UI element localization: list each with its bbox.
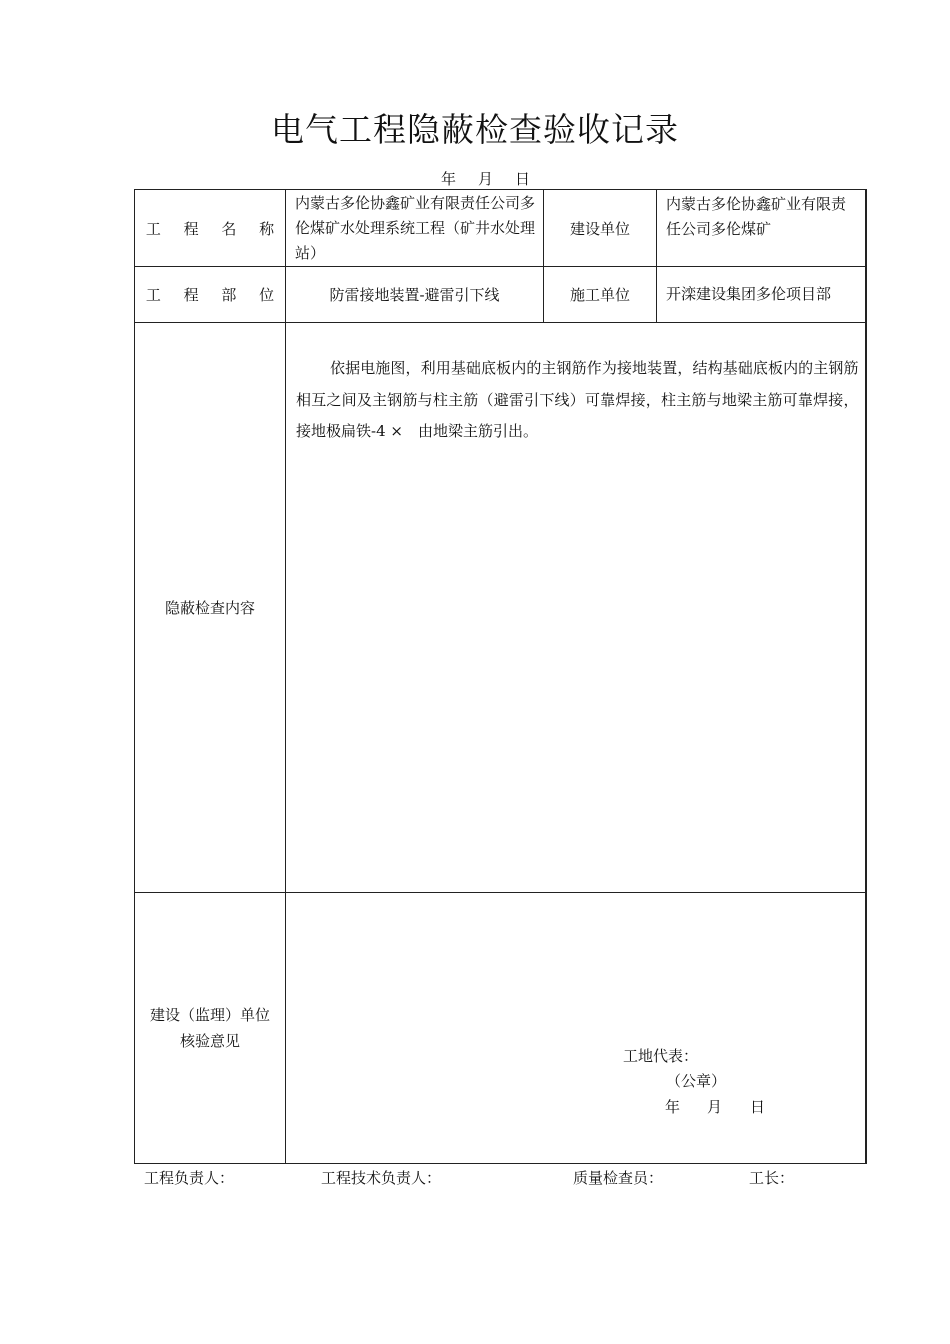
row-hidden-inspection: [135, 323, 866, 893]
sign-date-day: 日: [750, 1098, 766, 1116]
site-representative: 工地代表：: [623, 1047, 699, 1065]
footer-tech-leader: 工程技术负责人：: [321, 1169, 442, 1187]
hidden-inspection-content: 依据电施图，利用基础底板内的主钢筋作为接地装置，结构基础底板内的主钢筋相互之间及主钢筋与柱主筋（避雷引下线）可靠焊接，柱主筋与地梁主筋可靠焊接，接地极扁铁-4 × 由地梁主筋引出。: [296, 359, 859, 440]
footer-foreman: 工长：: [749, 1169, 795, 1187]
project-name-label: 工 程 名 称: [145, 219, 284, 238]
date-year: 年: [441, 170, 457, 188]
project-name-value-cell: [286, 190, 544, 267]
footer-project-leader: 工程负责人：: [144, 1169, 235, 1187]
project-part-value: 防雷接地装置-避雷引下线: [329, 286, 500, 304]
construction-unit-value: 开滦建设集团多伦项目部: [666, 285, 832, 303]
inspection-record-table: [134, 189, 867, 1164]
row-project-name: [135, 190, 866, 267]
footer-quality-inspector: 质量检查员：: [573, 1169, 664, 1187]
construction-unit-value-cell: [657, 267, 866, 323]
construction-unit-label-cell: [544, 267, 657, 323]
project-part-value-cell: [286, 267, 544, 323]
page-title: 电气工程隐蔽检查验收记录: [271, 110, 679, 149]
hidden-inspection-content-cell: [286, 323, 866, 893]
date-day: 日: [515, 170, 531, 188]
row-opinion: [135, 893, 866, 1164]
owner-unit-value-cell: [657, 190, 866, 267]
project-part-label-cell: [135, 267, 286, 323]
opinion-label-line2: 核验意见: [179, 1032, 240, 1050]
sign-date-month: 月: [707, 1098, 723, 1116]
owner-unit-label: 建设单位: [569, 219, 630, 238]
construction-unit-label: 施工单位: [569, 286, 630, 304]
opinion-label-line1: 建设（监理）单位: [149, 1006, 270, 1024]
hidden-inspection-label: 隐蔽检查内容: [164, 599, 255, 617]
owner-unit-label-cell: [544, 190, 657, 267]
opinion-label-cell: [135, 893, 286, 1164]
project-part-label: 工 程 部 位: [145, 286, 284, 304]
opinion-cell: [286, 893, 866, 1164]
sign-date-year: 年: [665, 1098, 681, 1116]
row-project-part: [135, 267, 866, 323]
date-month: 月: [478, 170, 494, 188]
project-name-label-cell: [135, 190, 286, 267]
owner-unit-value: 内蒙古多伦协鑫矿业有限责任公司多伦煤矿: [666, 195, 847, 238]
record-date: [441, 168, 530, 189]
official-seal: （公章）: [666, 1072, 727, 1090]
hidden-inspection-label-cell: [135, 323, 286, 893]
project-name-value: 内蒙古多伦协鑫矿业有限责任公司多伦煤矿水处理系统工程（矿井水处理站）: [295, 193, 536, 262]
